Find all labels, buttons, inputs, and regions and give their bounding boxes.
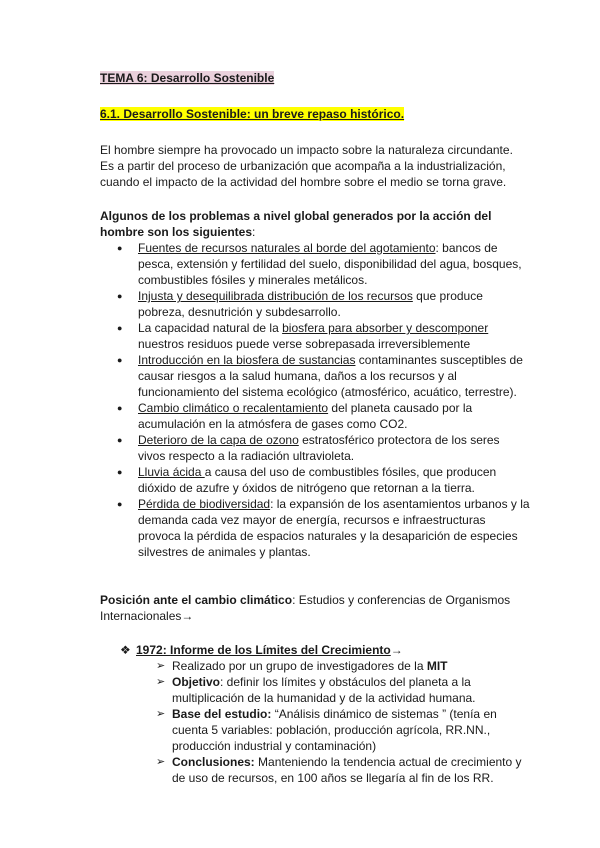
arrow-bullet-icon: ➢ (156, 756, 166, 768)
list-item (156, 658, 530, 674)
position-label: Posición ante el cambio climático (100, 593, 293, 607)
list-item (138, 496, 530, 560)
item-underlined: Fuentes de recursos naturales al borde del agotamiento (138, 241, 436, 255)
item-underlined: Cambio climático o recalentamiento (138, 401, 329, 415)
problems-list (100, 240, 530, 560)
list-item (138, 464, 530, 496)
item-pre: La capacidad natural de la (138, 321, 283, 335)
item-underlined: Introducción en la biosfera de sustancias (138, 353, 356, 367)
item-label: Objetivo (172, 675, 221, 689)
list-item (156, 706, 530, 754)
item-text: Realizado por un grupo de investigadores de la (172, 659, 427, 673)
problems-heading (100, 208, 530, 240)
problems-heading-colon: : (252, 225, 256, 239)
item-underlined: Injusta y desequilibrada distribución de los recursos (138, 289, 413, 303)
arrow-bullet-icon: ➢ (156, 676, 166, 688)
item-post: nuestros residuos puede verse sobrepasada irreversiblemente (138, 337, 471, 351)
section-spacer (100, 560, 530, 592)
problems-heading-text: Algunos de los problemas a nivel global generados por la acción del hombre son los siguientes (100, 209, 492, 239)
document-content (100, 70, 530, 786)
report-details-list (100, 658, 530, 786)
list-item (138, 400, 530, 432)
item-post: del planeta causado por la acumulación en la atmósfera de gases como CO2. (138, 401, 473, 431)
item-underlined: Lluvia ácida (138, 465, 205, 479)
item-underlined: biosfera para absorber y descomponer (282, 321, 489, 335)
item-post: que produce pobreza, desnutrición y subdesarrollo. (138, 289, 483, 319)
item-post: : la expansión de los asentamientos urbanos y la demanda cada vez mayor de energía, recursos e infraestructuras provoca la pérdida de espacios naturales y la desaparición de especies silvestres de animales y plantas. (138, 497, 530, 559)
item-underlined: Deterioro de la capa de ozono (138, 433, 299, 447)
item-text: “Análisis dinámico de sistemas ” (tenía en cuenta 5 variables: población, producción agrícola, RR.NN., producción industrial y contaminación) (172, 707, 497, 753)
item-underlined: Pérdida de biodiversidad (138, 497, 271, 511)
item-text: Manteniendo la tendencia actual de crecimiento y de uso de recursos, en 100 años se llegaría al fin de los RR. (172, 755, 522, 785)
list-item (138, 240, 530, 288)
item-label: Conclusiones: (172, 755, 255, 769)
list-item (156, 754, 530, 786)
diamond-bullet-icon: ❖ (120, 643, 131, 657)
section-heading (100, 106, 530, 122)
item-text: : definir los límites y obstáculos del planeta a la multiplicación de la humanidad y de la actividad humana. (172, 675, 476, 705)
item-post: : bancos de pesca, extensión y fertilidad del suelo, disponibilidad del agua, bosques, combustibles fósiles y minerales metálicos. (138, 241, 522, 287)
item-post: estratosférico protectora de los seres vivos respecto a la radiación ultravioleta. (138, 433, 500, 463)
report-arrow: → (390, 643, 403, 657)
list-item (138, 352, 530, 400)
item-label: Base del estudio: (172, 707, 272, 721)
list-item (138, 320, 530, 352)
item-post: contaminantes susceptibles de causar riesgos a la salud humana, daños a los recursos y al funcionamiento del sistema ecológico (atmosférico, acuático, terrestre). (138, 353, 523, 399)
subtitle-highlight: 6.1. Desarrollo Sostenible: un breve repaso histórico. (100, 107, 405, 121)
position-text: : Estudios y conferencias de Organismos Internacionales→ (100, 593, 511, 623)
arrow-bullet-icon: ➢ (156, 660, 166, 672)
page-title (100, 70, 530, 86)
item-bold-end: MIT (426, 659, 448, 673)
intro-paragraph: El hombre siempre ha provocado un impacto sobre la naturaleza circundante. Es a partir del proceso de urbanización que acompaña a la industrialización, cuando el impacto de la actividad del hombre sobre el medio se torna grave. (100, 143, 513, 189)
item-post: a causa del uso de combustibles fósiles, que producen dióxido de azufre y óxidos de nitrógeno que retornan a la tierra. (138, 465, 497, 495)
position-paragraph (100, 592, 530, 624)
report-title: 1972: Informe de los Límites del Crecimiento (136, 643, 391, 657)
list-item (138, 288, 530, 320)
arrow-bullet-icon: ➢ (156, 708, 166, 720)
report-heading (120, 642, 530, 658)
list-item (138, 432, 530, 464)
list-item (156, 674, 530, 706)
title-highlight: TEMA 6: Desarrollo Sostenible (100, 71, 275, 85)
